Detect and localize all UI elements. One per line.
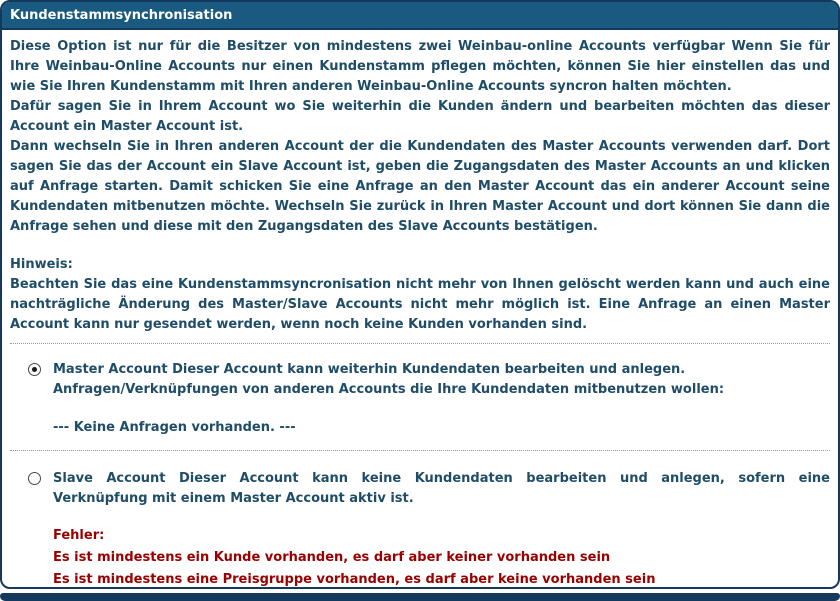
hinweis-label: Hinweis:: [10, 257, 73, 272]
hinweis-block: [10, 255, 830, 335]
master-radio[interactable]: [28, 363, 41, 376]
hinweis-text: Beachten Sie das eine Kundenstammsyncronisation nicht mehr von Ihnen gelöscht werden kann und auch eine nachträgliche Änderung des Master/Slave Accounts nicht mehr möglich ist. Eine Anfrage an einen Master Account kann nur gesendet werden, wenn noch keine Kunden vorhanden sind.: [10, 277, 830, 332]
error-message-2: Es ist mindestens eine Preisgruppe vorhanden, es darf aber keine vorhanden sein: [53, 572, 656, 587]
panel-body: [2, 30, 838, 589]
panel-title: Kundenstammsynchronisation: [2, 2, 838, 30]
slave-option-label: [53, 469, 830, 509]
master-option-label: [53, 360, 830, 400]
separator-dotted-1: [10, 343, 830, 344]
error-message-1: Es ist mindestens ein Kunde vorhanden, es darf aber keiner vorhanden sein: [53, 550, 611, 565]
bottom-bar: [0, 593, 840, 601]
intro-paragraph-3: Dann wechseln Sie in Ihren anderen Account der die Kundendaten des Master Accounts verwenden darf. Dort sagen Sie das der Account ein Slave Account ist, geben die Zugangsdaten des Master Accounts an und klicken auf Anfrage starten. Damit schicken Sie eine Anfrage an den Master Account das ein anderer Account seine Kundendaten mitbenutzen möchte. Wechseln Sie zurück in Ihren Master Account und dort können Sie dann die Anfrage sehen und diese mit den Zugangsdaten des Slave Accounts bestätigen.: [10, 139, 830, 234]
master-account-option[interactable]: [10, 360, 830, 400]
no-requests-message: --- Keine Anfragen vorhanden. ---: [53, 420, 296, 435]
slave-option-text: Slave Account Dieser Account kann keine Kundendaten bearbeiten und anlegen, sofern eine Verknüpfung mit einem Master Account aktiv ist.: [53, 471, 830, 506]
error-label: Fehler:: [53, 528, 105, 543]
master-option-line2: Anfragen/Verknüpfungen von anderen Accounts die Ihre Kundendaten mitbenutzen wollen:: [53, 382, 725, 397]
intro-paragraph-1: Diese Option ist nur für die Besitzer von mindestens zwei Weinbau-online Accounts verfügbar Wenn Sie für Ihre Weinbau-Online Accounts nur einen Kundenstamm pflegen möchten, können Sie hier einstellen das und wie Sie Ihren Kundenstamm mit Ihren anderen Weinbau-Online Accounts syncron halten möchten.: [10, 39, 830, 94]
master-option-line1: Master Account Dieser Account kann weiterhin Kundendaten bearbeiten und anlegen.: [53, 362, 686, 377]
separator-dotted-2: [10, 450, 830, 451]
error-block: [10, 525, 830, 589]
slave-radio[interactable]: [28, 472, 41, 485]
intro-paragraph-2: Dafür sagen Sie in Ihrem Account wo Sie weiterhin die Kunden ändern und bearbeiten möchten das dieser Account ein Master Account ist.: [10, 99, 830, 134]
slave-account-option[interactable]: [10, 469, 830, 509]
